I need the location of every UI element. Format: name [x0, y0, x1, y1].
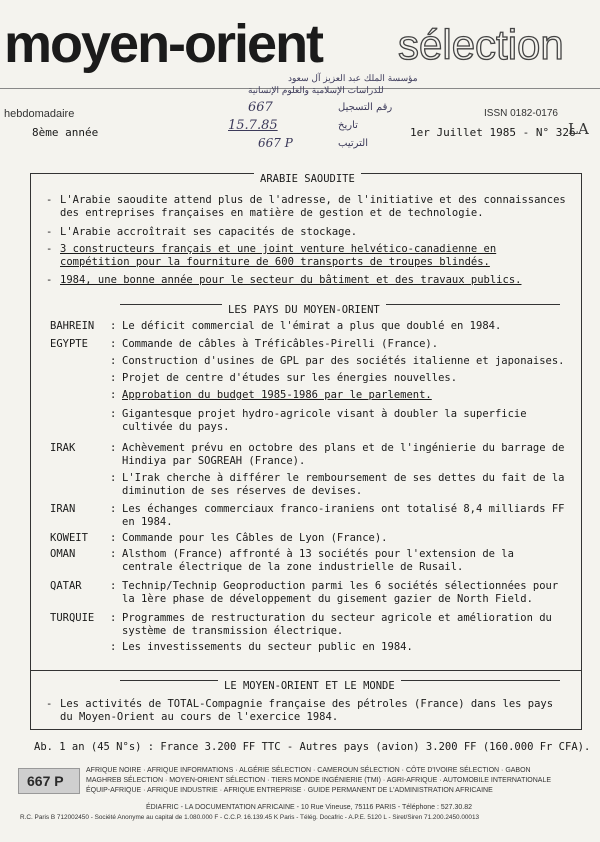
masthead-subtitle: sélection — [398, 21, 564, 68]
colon-separator: : — [110, 442, 117, 454]
list-item: - Les activités de TOTAL-Compagnie française des pétroles (France) dans les pays du Moyen-Orient au cours de l'exercice 1984. — [46, 698, 554, 723]
country-name: TURQUIE — [50, 612, 95, 624]
stamp-number-label: رقم التسجيل — [338, 102, 393, 113]
country-entry — [46, 389, 566, 402]
country-name: BAHREIN — [50, 320, 95, 332]
entry-text: Les investissements du secteur public en 1984. — [122, 641, 413, 653]
stamp-arabic-line1: مؤسسة الملك عبد العزيز آل سعود — [288, 74, 418, 84]
country-entry — [46, 472, 566, 498]
entry-text: Programmes de restructuration du secteur agricole et amélioration du système de transmission électrique. — [122, 612, 552, 637]
country-name: KOWEIT — [50, 532, 88, 544]
footer-line5: R.C. Paris B 712002450 - Société Anonyme au capital de 1.080.000 F - C.C.P. 16.139.45 K Paris - Télég. Docafric - A.P.E. 5120 L - Siret/Siren 71.200.2450.00013 — [20, 814, 480, 821]
footer-line2: MAGHREB SÉLECTION · MOYEN-ORIENT SÉLECTION · TIERS MONDE INGÉNIERIE (TMI) · AGRI-AFRIQUE · AUTOMOBILE INTERNATIONALE — [86, 777, 552, 784]
country-entry — [46, 338, 566, 351]
country-entry — [46, 320, 566, 333]
entry-text: Le déficit commercial de l'émirat a plus que doublé en 1984. — [122, 320, 502, 332]
colon-separator: : — [110, 532, 117, 544]
section-title-monde: LE MOYEN-ORIENT ET LE MONDE — [218, 674, 401, 693]
section-title-arabie: ARABIE SAOUDITE — [254, 167, 361, 186]
country-entry — [46, 355, 566, 368]
stamp-class-label: الترتيب — [338, 138, 368, 149]
country-name: IRAN — [50, 503, 76, 515]
country-entry — [46, 503, 566, 529]
country-entry — [46, 532, 566, 545]
country-entry — [46, 442, 566, 468]
colon-separator: : — [110, 641, 117, 653]
colon-separator: : — [110, 372, 117, 384]
entry-text: Projet de centre d'études sur les énergies nouvelles. — [122, 372, 458, 384]
stamp-arabic-line2: للدراسات الإسلامية والعلوم الإنسانية — [248, 86, 384, 96]
country-entry — [46, 372, 566, 385]
country-entry — [46, 548, 566, 574]
list-item: - L'Arabie accroîtrait ses capacités de stockage. — [46, 226, 358, 238]
country-name: QATAR — [50, 580, 82, 592]
country-name: EGYPTE — [50, 338, 88, 350]
footer-classmark: 667 P — [18, 768, 80, 794]
colon-separator: : — [110, 408, 117, 420]
handwritten-code: LA — [568, 120, 589, 138]
edition-year: 8ème année — [32, 126, 99, 139]
entry-text: Gigantesque projet hydro-agricole visant à doubler la superficie cultivée du pays. — [122, 408, 527, 433]
stamp-date-label: تاريخ — [338, 120, 358, 131]
entry-text: L'Irak cherche à différer le remboursement de ses dettes du fait de la diminution de ses réserves de devises. — [122, 472, 565, 497]
registration-stamp — [228, 74, 418, 162]
stamp-number: 667 — [248, 100, 273, 115]
colon-separator: : — [110, 320, 117, 332]
stamp-date: 15.7.85 — [228, 118, 278, 133]
country-name: OMAN — [50, 548, 76, 560]
colon-separator: : — [110, 338, 117, 350]
entry-text: Achèvement prévu en octobre des plans et de l'ingénierie du barrage de Hindiya par SOGREAH (France). — [122, 442, 565, 467]
colon-separator: : — [110, 503, 117, 515]
section-title-pays: LES PAYS DU MOYEN-ORIENT — [222, 298, 386, 317]
country-entry — [46, 408, 566, 434]
footer-line4: ÉDIAFRIC - LA DOCUMENTATION AFRICAINE - 10 Rue Vineuse, 75116 PARIS - Téléphone : 527.30.82 — [146, 804, 473, 811]
country-entry — [46, 612, 566, 638]
footer-line3: ÉQUIP-AFRIQUE · AFRIQUE INDUSTRIE · AFRIQUE ENTREPRISE · GUIDE PERMANENT DE L'ADMINISTRATION AFRICAINE — [86, 787, 493, 794]
country-entry — [46, 641, 566, 654]
list-item: - 3 constructeurs français et une joint venture helvético-canadienne en compétition pour la fourniture de 600 transports de troupes blindés. — [46, 243, 497, 268]
entry-text: Commande de câbles à Tréficâbles-Pirelli (France). — [122, 338, 439, 350]
entry-text: Les échanges commerciaux franco-iraniens ont totalisé 8,4 milliards FF en 1984. — [122, 503, 565, 528]
entry-text: Commande pour les Câbles de Lyon (France). — [122, 532, 388, 544]
entry-text: Construction d'usines de GPL par des sociétés italienne et japonaises. — [122, 355, 565, 367]
colon-separator: : — [110, 472, 117, 484]
subscription-line: Ab. 1 an (45 N°s) : France 3.200 FF TTC - Autres pays (avion) 3.200 FF (160.000 Fr CFA). — [34, 741, 591, 753]
section-rule-monde-top — [30, 670, 582, 671]
country-name: IRAK — [50, 442, 76, 454]
periodicity: hebdomadaire — [4, 108, 75, 120]
colon-separator: : — [110, 612, 117, 624]
issn: ISSN 0182-0176 — [484, 108, 558, 119]
stamp-class: 667 P — [258, 136, 293, 150]
country-entry — [46, 580, 566, 606]
colon-separator: : — [110, 548, 117, 560]
colon-separator: : — [110, 389, 117, 401]
colon-separator: : — [110, 355, 117, 367]
issue-date: 1er Juillet 1985 - N° 326 — [410, 126, 576, 139]
colon-separator: : — [110, 580, 117, 592]
entry-text: Technip/Technip Geoproduction parmi les 6 sociétés sélectionnées pour la 1ère phase de développement du gisement gazier de North Field. — [122, 580, 559, 605]
entry-text: Approbation du budget 1985-1986 par le parlement. — [122, 389, 432, 401]
masthead-title: moyen-orient — [4, 14, 323, 74]
list-item: - 1984, une bonne année pour le secteur du bâtiment et des travaux publics. — [46, 274, 522, 286]
list-item: - L'Arabie saoudite attend plus de l'adresse, de l'initiative et des connaissances des entreprises françaises en matière de gestion et de technologie. — [46, 194, 566, 219]
footer-line1: AFRIQUE NOIRE · AFRIQUE INFORMATIONS · ALGÉRIE SÉLECTION · CAMEROUN SÉLECTION · CÔTE D'IVOIRE SÉLECTION · GABON — [86, 767, 531, 774]
entry-text: Alsthom (France) affronté à 13 sociétés pour l'extension de la centrale électrique de la zone industrielle de Rusail. — [122, 548, 514, 573]
